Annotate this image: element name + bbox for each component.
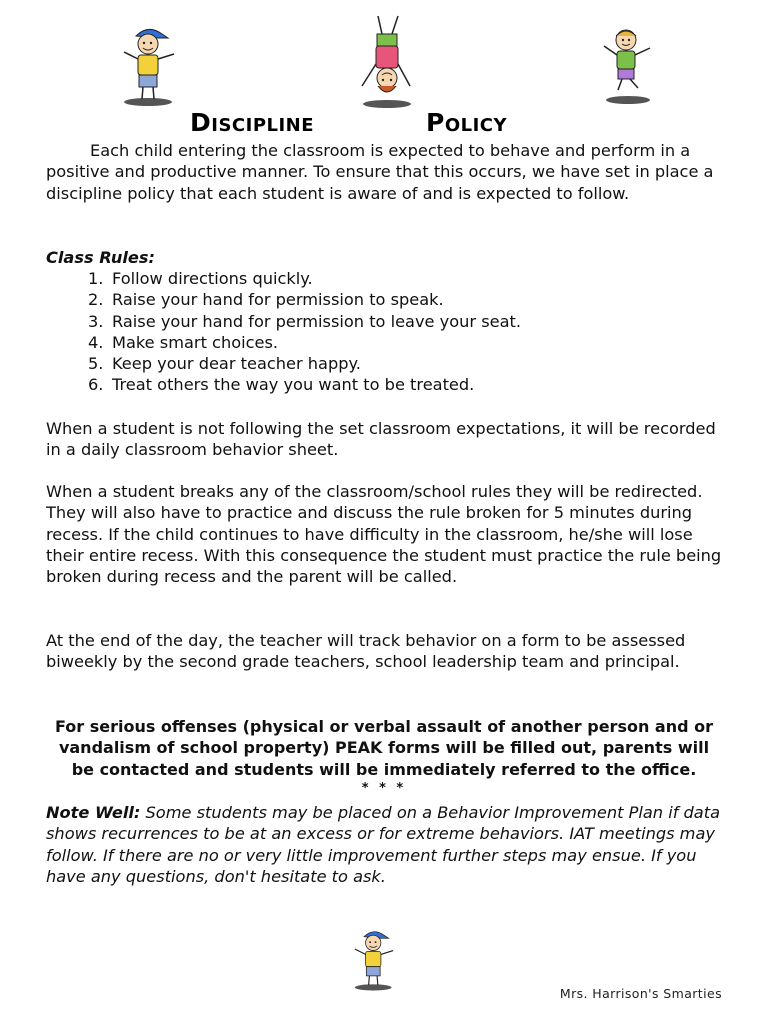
rule-text: Follow directions quickly. [112, 269, 313, 288]
rule-number: 5. [88, 354, 104, 374]
rule-number: 2. [88, 290, 104, 310]
rule-item [88, 311, 708, 332]
jumping-kid-clipart-icon [598, 26, 656, 106]
rule-number: 1. [88, 269, 104, 288]
rule-item [88, 374, 708, 395]
class-rules-heading: Class Rules: [46, 248, 155, 267]
behavior-sheet-paragraph: When a student is not following the set classroom expectations, it will be recorded in a daily classroom behavior sheet. [46, 419, 716, 460]
rule-item [88, 332, 708, 353]
upside-down-girl-clipart-icon [358, 14, 416, 110]
rule-item [88, 289, 708, 310]
serious-offenses-notice: For serious offenses (physical or verbal assault of another person and or vandalism of school property) PEAK forms will be filled out, parents will be contacted and students will be immediately referred to the office. [54, 717, 714, 779]
rule-text: Raise your hand for permission to leave your seat. [112, 311, 522, 331]
note-well-label: Note Well: [46, 803, 141, 822]
rule-text: Make smart choices. [112, 332, 279, 352]
section-divider-stars: * * * [361, 781, 407, 796]
rule-number: 6. [88, 375, 104, 395]
note-well-text: Some students may be placed on a Behavior Improvement Plan if data shows recurrences to be at an excess or for extreme behaviors. IAT meetings may follow. If there are no or very little improvement further steps may ensue. If you have any questions, don't hesitate to ask. [46, 803, 720, 886]
intro-paragraph: Each child entering the classroom is expected to behave and perform in a positive and productive manner. To ensure that this occurs, we have set in place a discipline policy that each student is aware of and is expected to follow. [46, 141, 714, 203]
rule-text: Keep your dear teacher happy. [112, 354, 361, 374]
rule-text: Treat others the way you want to be treated. [112, 375, 475, 395]
consequences-paragraph: When a student breaks any of the classroom/school rules they will be redirected. They will also have to practice and discuss the rule broken for 5 minutes during recess. If the child continues to have difficulty in the classroom, he/she will lose their entire recess. With this consequence the student must practice the rule being broken during recess and the parent will be called. [46, 482, 722, 587]
rule-number: 3. [88, 311, 104, 331]
title-word-policy: Policy [426, 108, 508, 137]
boy-clipart-bottom-icon [350, 926, 398, 992]
class-rules-list [88, 268, 708, 396]
boy-clipart-icon [118, 22, 180, 108]
rule-text: Raise your hand for permission to speak. [112, 290, 444, 310]
rule-item [88, 268, 708, 289]
page-title [0, 108, 768, 142]
footer-signature: Mrs. Harrison's Smarties [559, 986, 722, 1001]
rule-number: 4. [88, 332, 104, 352]
title-word-discipline: Discipline [190, 108, 315, 137]
rule-item [88, 353, 708, 374]
tracking-paragraph: At the end of the day, the teacher will track behavior on a form to be assessed biweekly by the second grade teachers, school leadership team and principal. [46, 631, 686, 672]
note-well-paragraph [46, 802, 730, 887]
